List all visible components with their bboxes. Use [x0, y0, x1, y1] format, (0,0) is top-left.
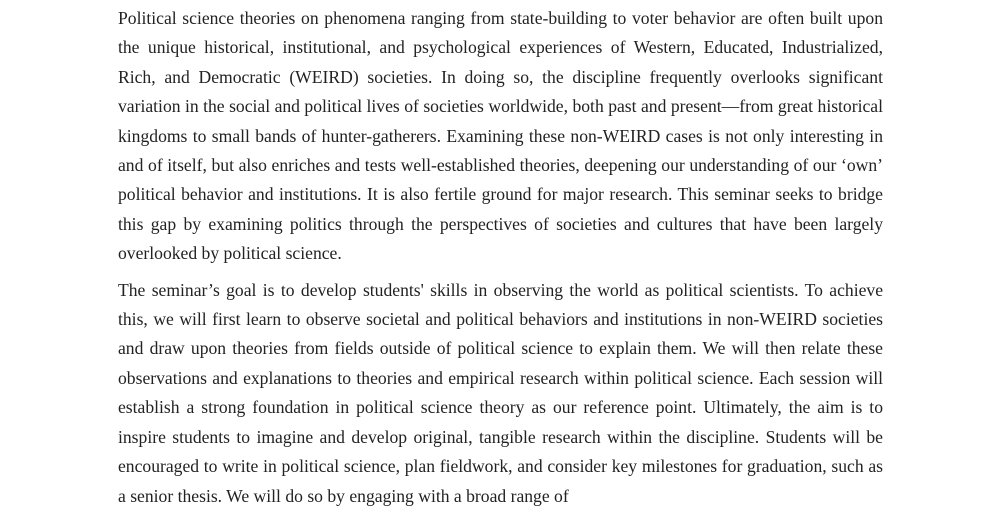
paragraph-seminar-goal: The seminar’s goal is to develop students' skills in observing the world as political scientists. To achieve this, we will first learn to observe societal and political behaviors and institutions in non-WEIRD societies and draw upon theories from fields outside of political science to explain them. We will then relate these observations and explanations to theories and empirical research within political science. Each session will establish a strong foundation in political science theory as our reference point. Ultimately, the aim is to inspire students to imagine and develop original, tangible research within the discipline. Students will be encouraged to write in political science, plan fieldwork, and consider key milestones for graduation, such as a senior thesis. We will do so by engaging with a broad range of — [118, 279, 883, 506]
paragraph-weird-overview: Political science theories on phenomena ranging from state-building to voter behavior are often built upon the unique historical, institutional, and psychological experiences of Western, Educated, Industrialized, Rich, and Democratic (WEIRD) societies. In doing so, the discipline frequently overlooks significant variation in the social and political lives of societies worldwide, both past and present—from great historical kingdoms to small bands of hunter-gatherers. Examining these non-WEIRD cases is not only interesting in and of itself, but also enriches and tests well-established theories, deepening our understanding of our ‘own’ political behavior and institutions. It is also fertile ground for major research. This seminar seeks to bridge this gap by examining politics through the perspectives of societies and cultures that have been largely overlooked by political science. — [118, 8, 883, 264]
document-body — [118, 4, 883, 511]
